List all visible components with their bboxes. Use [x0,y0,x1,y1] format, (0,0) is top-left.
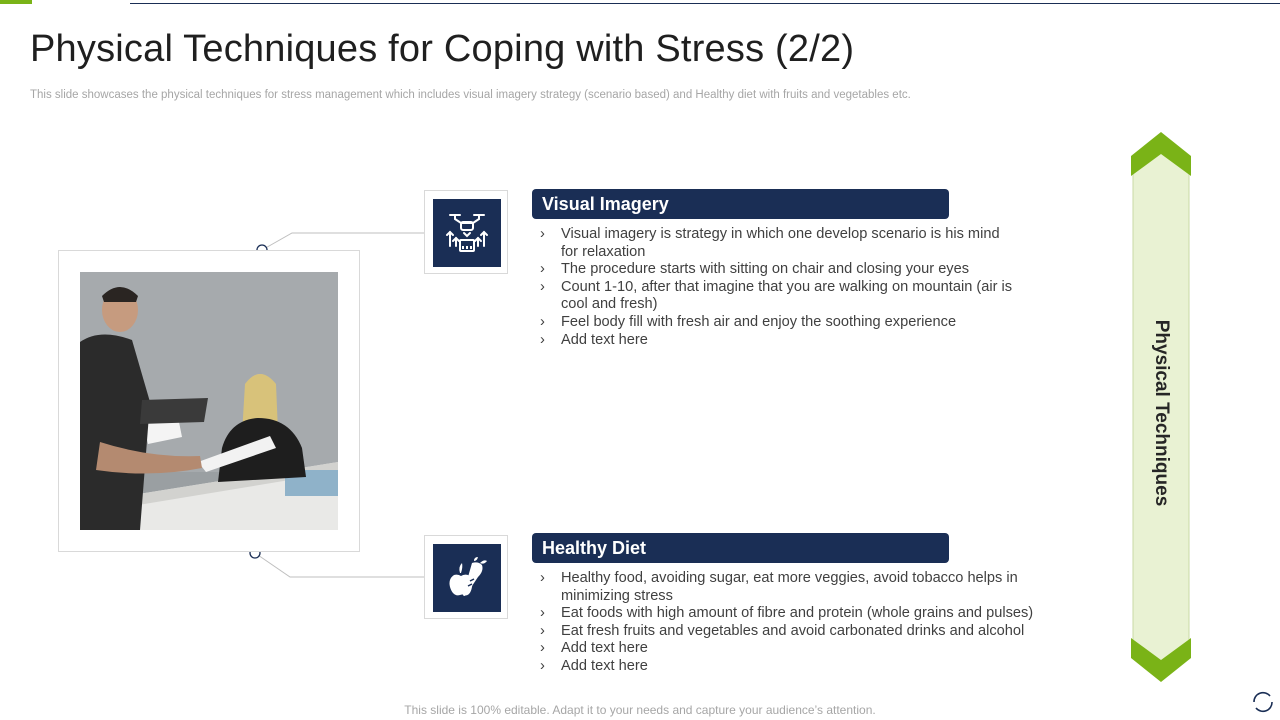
refresh-icon [1250,689,1276,715]
visual-imagery-icon-box [424,190,508,274]
list-item: › Add text here [540,657,648,674]
drone-icon [444,210,490,256]
list-item: › Feel body fill with fresh air and enjoy the soothing experience [540,313,957,330]
slide-subtitle: This slide showcases the physical techniques for stress management which includes visual imagery strategy (scenario based) and Healthy diet with fruits and vegetables etc. [30,89,911,101]
list-item: › Eat fresh fruits and vegetables and avoid carbonated drinks and alcohol [540,622,1025,639]
visual-imagery-bullet-list [540,226,1015,349]
healthy-diet-icon-box [424,535,508,619]
list-item: › Count 1-10, after that imagine that you are walking on mountain (air is cool and fresh) [540,278,1013,313]
list-item: › Visual imagery is strategy in which one develop scenario is his mind for relaxation [540,226,1000,260]
healthy-diet-bullet-list [540,570,1050,676]
slide-title: Physical Techniques for Coping with Stress (2/2) [30,28,855,70]
office-meeting-photo [80,272,338,530]
photo-frame [58,250,360,552]
top-accent-bar [0,0,32,4]
list-item: › Healthy food, avoiding sugar, eat more veggies, avoid tobacco helps in minimizing stress [540,570,1018,604]
list-item: › The procedure starts with sitting on chair and closing your eyes [540,261,970,278]
fruits-vegetables-icon [444,555,490,601]
section-heading-visual-imagery: Visual Imagery [532,189,949,219]
top-rule-line [130,3,1280,4]
side-panel-label: Physical Techniques [1151,319,1172,507]
list-item: › Add text here [540,331,648,348]
list-item: › Add text here [540,640,648,657]
footer-note: This slide is 100% editable. Adapt it to your needs and capture your audience’s attention. [404,703,876,717]
section-heading-healthy-diet: Healthy Diet [532,533,949,563]
list-item: › Eat foods with high amount of fibre and protein (whole grains and pulses) [540,605,1034,622]
